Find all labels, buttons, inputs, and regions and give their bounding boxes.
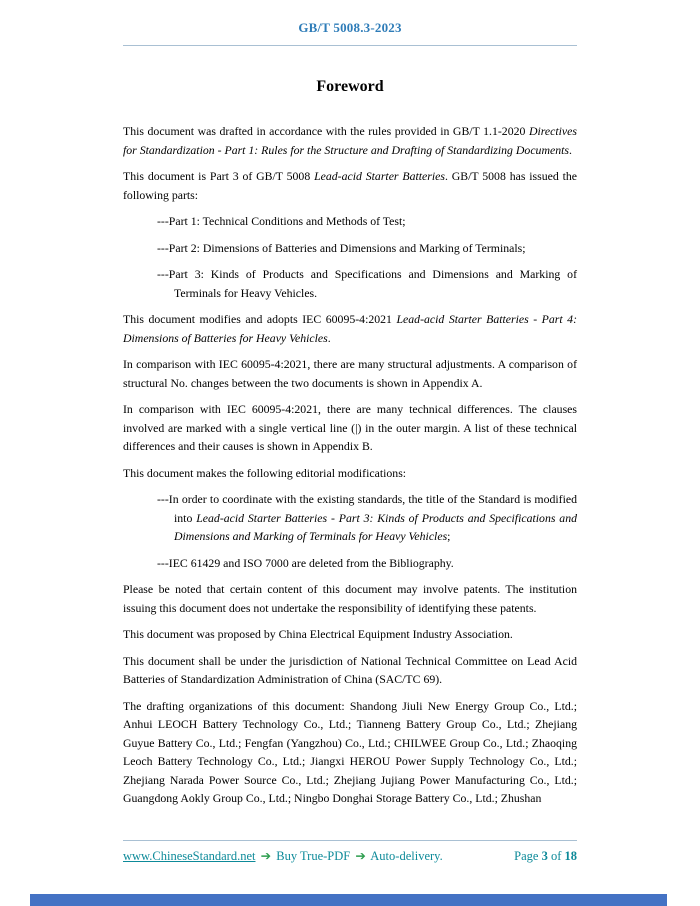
page-indicator	[514, 849, 577, 864]
site-link[interactable]: www.ChineseStandard.net	[123, 849, 256, 863]
italic-text: Lead-acid Starter Batteries - Part 3: Kinds of Products and Specifications and Dimensions and Marking of Terminals for Heavy Vehicles	[174, 510, 577, 543]
arrow-icon: ➔	[355, 849, 366, 863]
text-run: In comparison with IEC 60095-4:2021, there are many structural adjustments. A comparison of structural No. changes between the two documents is shown in Appendix A.	[123, 357, 577, 390]
paragraph	[123, 652, 577, 689]
footer-rule	[123, 840, 577, 841]
paragraph	[123, 400, 577, 456]
header-rule	[123, 45, 577, 46]
paragraph	[123, 625, 577, 644]
text-run: ;	[447, 529, 451, 543]
page-word: Page	[514, 849, 539, 863]
text-run: Please be noted that certain content of this document may involve patents. The institution issuing this document does not undertake the responsibility of identifying these patents.	[123, 582, 577, 615]
list-item	[157, 490, 577, 546]
paragraph	[123, 355, 577, 392]
paragraph	[123, 697, 577, 808]
paragraph	[123, 122, 577, 159]
paragraph	[123, 310, 577, 347]
page-footer	[123, 840, 577, 864]
italic-text: Directives for Standardization - Part 1: Rules for the Structure and Drafting of Standardizing Documents	[123, 124, 577, 157]
text-run: This document shall be under the jurisdiction of National Technical Committee on Lead Acid Batteries of Standardization Administration of China (SAC/TC 69).	[123, 653, 577, 686]
list-item	[157, 265, 577, 302]
text-run: ---Part 1: Technical Conditions and Methods of Test;	[157, 214, 406, 228]
document-body	[123, 122, 577, 808]
italic-text: Lead-acid Starter Batteries - Part 4: Dimensions of Batteries for Heavy Vehicles	[123, 312, 578, 345]
footer-promo	[123, 848, 443, 864]
arrow-icon: ➔	[260, 849, 272, 863]
footer-row	[123, 848, 577, 864]
page-title: Foreword	[316, 78, 384, 95]
list-item	[157, 239, 577, 258]
text-run: This document modifies and adopts IEC 60095-4:2021	[123, 312, 397, 326]
text-run: . GB/T 5008 has issued the following parts:	[123, 169, 578, 202]
text-run: ---Part 3: Kinds of Products and Specifications and Dimensions and Marking of Terminals for Heavy Vehicles.	[157, 267, 577, 300]
text-run: ---Part 2: Dimensions of Batteries and Dimensions and Marking of Terminals;	[157, 240, 526, 255]
bottom-bar	[30, 894, 667, 906]
page-header	[0, 0, 700, 46]
page-total: 18	[564, 849, 577, 863]
text-run: .	[327, 330, 331, 345]
paragraph	[123, 464, 577, 483]
page-current: 3	[541, 849, 548, 863]
text-run: ---In order to coordinate with the existing standards, the title of the Standard is modified into	[157, 492, 577, 525]
paragraph	[123, 580, 577, 617]
buy-pdf-text: Buy True-PDF	[276, 849, 351, 863]
standard-number: GB/T 5008.3-2023	[298, 20, 402, 35]
text-run: .	[568, 142, 572, 157]
paragraph	[123, 167, 577, 204]
text-run: In comparison with IEC 60095-4:2021, there are many technical differences. The clauses involved are marked with a single vertical line (|) in the outer margin. A list of these technical differences and their causes is shown in Appendix B.	[123, 402, 577, 453]
text-run: ---IEC 61429 and ISO 7000 are deleted from the Bibliography.	[157, 555, 454, 570]
text-run: This document makes the following editorial modifications:	[123, 465, 407, 480]
text-run: This document was proposed by China Electrical Equipment Industry Association.	[123, 627, 513, 641]
text-run: The drafting organizations of this document: Shandong Jiuli New Energy Group Co., Ltd.; Anhui LEOCH Battery Technology Co., Ltd.; Tianneng Battery Group Co., Ltd.; Zhejiang Guyue Battery Co., Ltd.; Fengfan (Yangzhou) Co., Ltd.; CHILWEE Group Co., Ltd.; Zhaoqing Leoch Battery Technology Co., Ltd.; Jiangxi HEROU Power Supply Technology Co., Ltd.; Zhejiang Narada Power Source Co., Ltd.; Zhejiang Jujiang Power Manufacturing Co., Ltd.; Guangdong Aokly Group Co., Ltd.; Ningbo Donghai Storage Battery Co., Ltd.; Zhushan	[123, 698, 577, 805]
italic-text: Lead-acid Starter Batteries	[314, 169, 445, 183]
text-run: This document is Part 3 of GB/T 5008	[123, 169, 315, 183]
list-item	[157, 212, 577, 231]
auto-delivery-text: Auto-delivery.	[370, 849, 443, 863]
text-run: This document was drafted in accordance with the rules provided in GB/T 1.1-2020	[123, 124, 529, 138]
of-word: of	[550, 849, 562, 863]
list-item	[157, 554, 577, 573]
